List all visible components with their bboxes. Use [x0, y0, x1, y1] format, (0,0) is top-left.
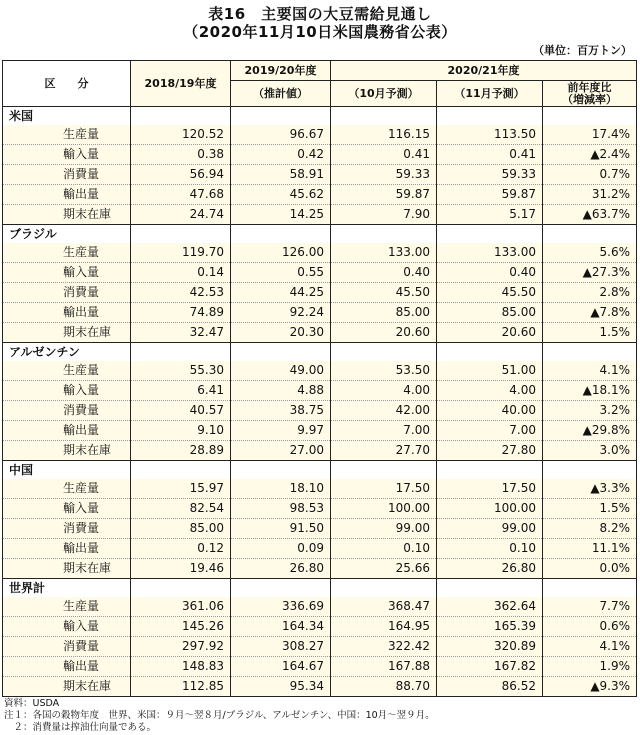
- value-change: ▲18.1%: [543, 381, 637, 401]
- value-nov: 0.10: [437, 539, 543, 559]
- value-nov: 320.89: [437, 637, 543, 657]
- value-2019: 96.67: [231, 125, 331, 145]
- table-row: [3, 303, 637, 323]
- value-2019: 95.34: [231, 677, 331, 697]
- blank-cell: [437, 225, 543, 244]
- value-oct: 100.00: [331, 499, 437, 519]
- value-2019: 126.00: [231, 243, 331, 263]
- value-nov: 59.33: [437, 165, 543, 185]
- supply-demand-table: [2, 60, 637, 697]
- blank-cell: [131, 461, 231, 480]
- value-2018: 361.06: [131, 597, 231, 617]
- table-row: [3, 421, 637, 441]
- header-2019-sub: （推計値）: [231, 81, 331, 107]
- value-change: 4.1%: [543, 361, 637, 381]
- value-oct: 322.42: [331, 637, 437, 657]
- table-row: [3, 539, 637, 559]
- value-oct: 27.70: [331, 441, 437, 461]
- blank-cell: [543, 107, 637, 126]
- value-change: 8.2%: [543, 519, 637, 539]
- blank-cell: [231, 579, 331, 598]
- header-chg-line1: 前年度比: [567, 80, 612, 94]
- value-oct: 164.95: [331, 617, 437, 637]
- value-nov: 51.00: [437, 361, 543, 381]
- blank-cell: [437, 579, 543, 598]
- value-2018: 32.47: [131, 323, 231, 343]
- item-label: 期末在庫: [3, 677, 131, 697]
- blank-cell: [131, 579, 231, 598]
- item-label: 消費量: [3, 165, 131, 185]
- value-nov: 45.50: [437, 283, 543, 303]
- value-change: 3.0%: [543, 441, 637, 461]
- table-row: [3, 381, 637, 401]
- blank-cell: [543, 225, 637, 244]
- group-name: アルゼンチン: [3, 343, 131, 362]
- value-oct: 0.41: [331, 145, 437, 165]
- unit-label: （単位：百万トン）: [533, 44, 632, 57]
- value-nov: 7.00: [437, 421, 543, 441]
- value-2019: 27.00: [231, 441, 331, 461]
- table-row: [3, 677, 637, 697]
- value-2018: 24.74: [131, 205, 231, 225]
- value-oct: 133.00: [331, 243, 437, 263]
- value-2018: 56.94: [131, 165, 231, 185]
- value-2019: 98.53: [231, 499, 331, 519]
- value-oct: 17.50: [331, 479, 437, 499]
- item-label: 輸入量: [3, 263, 131, 283]
- value-nov: 113.50: [437, 125, 543, 145]
- item-label: 輸出量: [3, 421, 131, 441]
- value-oct: 59.87: [331, 185, 437, 205]
- header-kubun: 区 分: [3, 61, 131, 107]
- value-nov: 59.87: [437, 185, 543, 205]
- value-2018: 15.97: [131, 479, 231, 499]
- blank-cell: [131, 225, 231, 244]
- value-2018: 47.68: [131, 185, 231, 205]
- item-label: 輸出量: [3, 185, 131, 205]
- blank-cell: [131, 107, 231, 126]
- value-change: 17.4%: [543, 125, 637, 145]
- value-2018: 85.00: [131, 519, 231, 539]
- value-oct: 116.15: [331, 125, 437, 145]
- item-label: 期末在庫: [3, 205, 131, 225]
- value-2018: 6.41: [131, 381, 231, 401]
- value-nov: 26.80: [437, 559, 543, 579]
- value-2019: 26.80: [231, 559, 331, 579]
- value-nov: 99.00: [437, 519, 543, 539]
- table-row: [3, 479, 637, 499]
- value-2019: 18.10: [231, 479, 331, 499]
- value-change: ▲27.3%: [543, 263, 637, 283]
- blank-cell: [331, 225, 437, 244]
- value-nov: 17.50: [437, 479, 543, 499]
- value-nov: 0.40: [437, 263, 543, 283]
- value-2019: 308.27: [231, 637, 331, 657]
- item-label: 生産量: [3, 479, 131, 499]
- item-label: 輸入量: [3, 145, 131, 165]
- value-2019: 0.55: [231, 263, 331, 283]
- blank-cell: [231, 225, 331, 244]
- item-label: 期末在庫: [3, 441, 131, 461]
- value-oct: 45.50: [331, 283, 437, 303]
- header-2020: 2020/21年度: [331, 61, 637, 81]
- value-nov: 133.00: [437, 243, 543, 263]
- value-2019: 0.42: [231, 145, 331, 165]
- group-name: 米国: [3, 107, 131, 126]
- value-nov: 86.52: [437, 677, 543, 697]
- value-change: 1.5%: [543, 499, 637, 519]
- header-oct: （10月予測）: [331, 81, 437, 107]
- value-2018: 120.52: [131, 125, 231, 145]
- value-2018: 9.10: [131, 421, 231, 441]
- table-row: [3, 499, 637, 519]
- blank-cell: [331, 343, 437, 362]
- value-change: ▲29.8%: [543, 421, 637, 441]
- blank-cell: [231, 343, 331, 362]
- value-2019: 45.62: [231, 185, 331, 205]
- value-nov: 27.80: [437, 441, 543, 461]
- header-2019: 2019/20年度: [231, 61, 331, 81]
- table-row: [3, 361, 637, 381]
- table-row: [3, 401, 637, 421]
- table-row: [3, 519, 637, 539]
- group-name: 世界計: [3, 579, 131, 598]
- value-oct: 0.10: [331, 539, 437, 559]
- value-change: 11.1%: [543, 539, 637, 559]
- item-label: 輸入量: [3, 381, 131, 401]
- value-change: 0.7%: [543, 165, 637, 185]
- blank-cell: [331, 579, 437, 598]
- item-label: 消費量: [3, 401, 131, 421]
- value-2018: 0.38: [131, 145, 231, 165]
- table-row: [3, 283, 637, 303]
- group-name: ブラジル: [3, 225, 131, 244]
- value-2018: 148.83: [131, 657, 231, 677]
- item-label: 期末在庫: [3, 559, 131, 579]
- value-2018: 42.53: [131, 283, 231, 303]
- blank-cell: [437, 107, 543, 126]
- value-nov: 40.00: [437, 401, 543, 421]
- value-2019: 92.24: [231, 303, 331, 323]
- value-nov: 167.82: [437, 657, 543, 677]
- value-oct: 368.47: [331, 597, 437, 617]
- blank-cell: [437, 343, 543, 362]
- table-row: [3, 243, 637, 263]
- value-nov: 85.00: [437, 303, 543, 323]
- value-2019: 14.25: [231, 205, 331, 225]
- value-2019: 91.50: [231, 519, 331, 539]
- value-nov: 100.00: [437, 499, 543, 519]
- value-2019: 164.67: [231, 657, 331, 677]
- table-row: [3, 145, 637, 165]
- value-change: 2.8%: [543, 283, 637, 303]
- page-title: 表16 主要国の大豆需給見通し: [208, 5, 432, 23]
- value-change: 3.2%: [543, 401, 637, 421]
- value-change: 7.7%: [543, 597, 637, 617]
- table-row: [3, 617, 637, 637]
- blank-cell: [543, 343, 637, 362]
- value-2019: 0.09: [231, 539, 331, 559]
- value-2019: 9.97: [231, 421, 331, 441]
- table-row: [3, 205, 637, 225]
- value-change: ▲63.7%: [543, 205, 637, 225]
- value-2018: 74.89: [131, 303, 231, 323]
- item-label: 輸出量: [3, 539, 131, 559]
- note-1: 注１：各国の穀物年度 世界、米国：９月～翌８月/ブラジル、アルゼンチン、中国：10月～翌９月。: [4, 710, 435, 721]
- blank-cell: [331, 107, 437, 126]
- blank-cell: [543, 579, 637, 598]
- notes: [4, 698, 435, 734]
- value-2019: 38.75: [231, 401, 331, 421]
- blank-cell: [231, 461, 331, 480]
- value-2019: 20.30: [231, 323, 331, 343]
- item-label: 生産量: [3, 125, 131, 145]
- value-change: ▲3.3%: [543, 479, 637, 499]
- value-nov: 5.17: [437, 205, 543, 225]
- blank-cell: [231, 107, 331, 126]
- value-2018: 19.46: [131, 559, 231, 579]
- value-2018: 297.92: [131, 637, 231, 657]
- value-oct: 88.70: [331, 677, 437, 697]
- value-2019: 49.00: [231, 361, 331, 381]
- value-2018: 0.14: [131, 263, 231, 283]
- blank-cell: [437, 461, 543, 480]
- value-oct: 20.60: [331, 323, 437, 343]
- group-name: 中国: [3, 461, 131, 480]
- value-oct: 59.33: [331, 165, 437, 185]
- header-chg-line2: （増減率）: [562, 92, 618, 106]
- value-2018: 28.89: [131, 441, 231, 461]
- value-2018: 119.70: [131, 243, 231, 263]
- value-oct: 167.88: [331, 657, 437, 677]
- item-label: 消費量: [3, 637, 131, 657]
- item-label: 生産量: [3, 243, 131, 263]
- value-nov: 362.64: [437, 597, 543, 617]
- value-change: 0.0%: [543, 559, 637, 579]
- value-2019: 44.25: [231, 283, 331, 303]
- value-2019: 164.34: [231, 617, 331, 637]
- header-nov: （11月予測）: [437, 81, 543, 107]
- table-row: [3, 637, 637, 657]
- value-2018: 0.12: [131, 539, 231, 559]
- table-row: [3, 657, 637, 677]
- value-nov: 4.00: [437, 381, 543, 401]
- note-2: ２：消費量は搾油仕向量である。: [4, 722, 157, 733]
- value-change: 1.9%: [543, 657, 637, 677]
- item-label: 期末在庫: [3, 323, 131, 343]
- value-2019: 58.91: [231, 165, 331, 185]
- table-row: [3, 597, 637, 617]
- value-nov: 165.39: [437, 617, 543, 637]
- table-row: [3, 323, 637, 343]
- value-oct: 42.00: [331, 401, 437, 421]
- value-change: 31.2%: [543, 185, 637, 205]
- value-change: ▲2.4%: [543, 145, 637, 165]
- value-2019: 4.88: [231, 381, 331, 401]
- blank-cell: [331, 461, 437, 480]
- value-2018: 112.85: [131, 677, 231, 697]
- value-nov: 0.41: [437, 145, 543, 165]
- blank-cell: [543, 461, 637, 480]
- note-source: 資料：USDA: [4, 698, 60, 709]
- value-change: 4.1%: [543, 637, 637, 657]
- table-body: [3, 107, 637, 697]
- table-row: [3, 441, 637, 461]
- value-change: ▲7.8%: [543, 303, 637, 323]
- value-oct: 25.66: [331, 559, 437, 579]
- header-2018: 2018/19年度: [131, 61, 231, 107]
- value-oct: 7.90: [331, 205, 437, 225]
- value-2018: 55.30: [131, 361, 231, 381]
- value-oct: 99.00: [331, 519, 437, 539]
- item-label: 生産量: [3, 597, 131, 617]
- item-label: 消費量: [3, 519, 131, 539]
- page-subtitle: （2020年11月10日米国農務省公表）: [183, 23, 457, 41]
- value-change: 1.5%: [543, 323, 637, 343]
- table-row: [3, 185, 637, 205]
- header-chg: [543, 81, 637, 107]
- value-oct: 85.00: [331, 303, 437, 323]
- blank-cell: [131, 343, 231, 362]
- value-2019: 336.69: [231, 597, 331, 617]
- table-row: [3, 125, 637, 145]
- value-change: 5.6%: [543, 243, 637, 263]
- value-change: ▲9.3%: [543, 677, 637, 697]
- value-2018: 145.26: [131, 617, 231, 637]
- item-label: 消費量: [3, 283, 131, 303]
- value-oct: 4.00: [331, 381, 437, 401]
- table-row: [3, 263, 637, 283]
- value-nov: 20.60: [437, 323, 543, 343]
- item-label: 輸出量: [3, 657, 131, 677]
- value-oct: 0.40: [331, 263, 437, 283]
- table-row: [3, 165, 637, 185]
- value-2018: 40.57: [131, 401, 231, 421]
- value-2018: 82.54: [131, 499, 231, 519]
- item-label: 輸入量: [3, 499, 131, 519]
- value-oct: 53.50: [331, 361, 437, 381]
- item-label: 生産量: [3, 361, 131, 381]
- value-oct: 7.00: [331, 421, 437, 441]
- item-label: 輸出量: [3, 303, 131, 323]
- value-change: 0.6%: [543, 617, 637, 637]
- table-row: [3, 559, 637, 579]
- item-label: 輸入量: [3, 617, 131, 637]
